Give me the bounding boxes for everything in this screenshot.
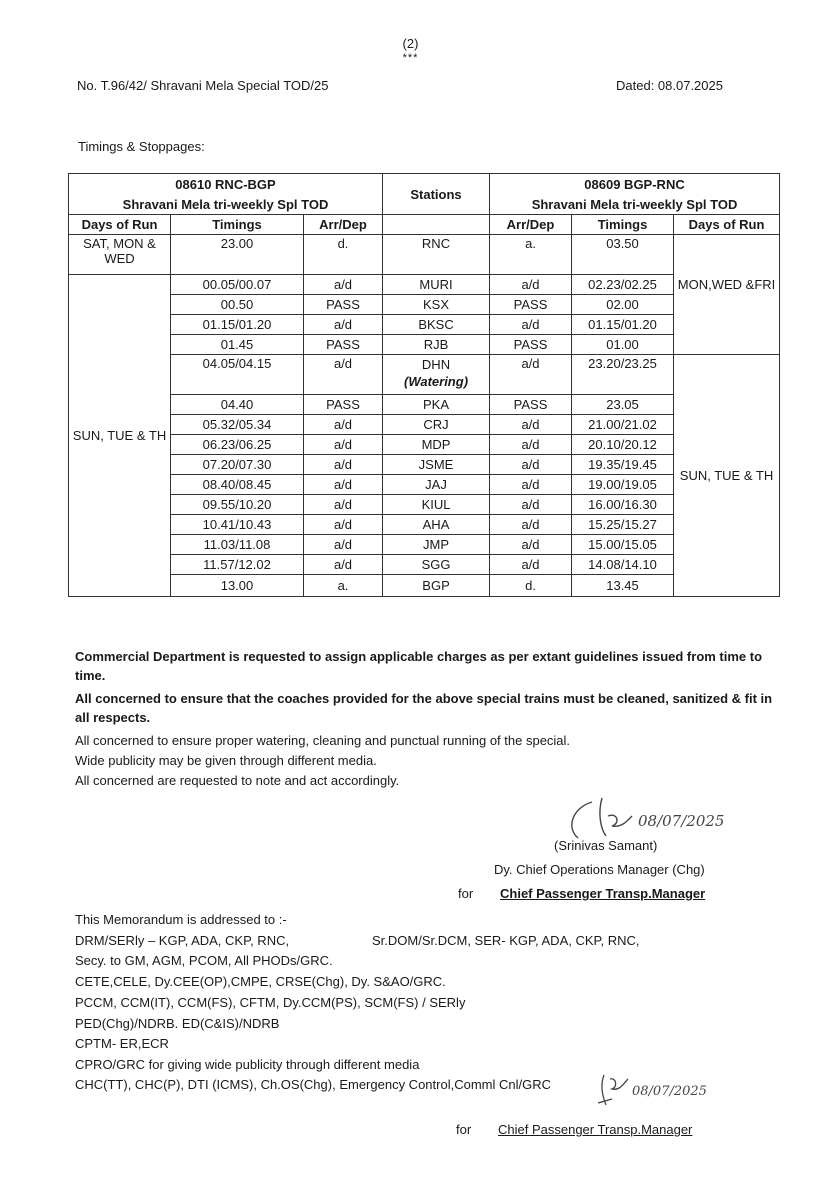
memo-line: Secy. to GM, AGM, PCOM, All PHODs/GRC. <box>75 953 333 968</box>
document-date: Dated: 08.07.2025 <box>616 78 723 93</box>
left-arrdep-cell: a/d <box>304 515 383 535</box>
left-arrdep-cell: d. <box>304 235 383 275</box>
left-arrdep-cell: a/d <box>304 555 383 575</box>
right-timing-cell: 20.10/20.12 <box>572 435 674 455</box>
left-days-sun-tue-th: SUN, TUE & TH <box>69 275 171 597</box>
signatory-name: (Srinivas Samant) <box>554 838 658 853</box>
left-arrdep-cell: PASS <box>304 295 383 315</box>
left-timing-cell: 04.05/04.15 <box>171 355 304 395</box>
left-timing-cell: 13.00 <box>171 575 304 597</box>
timetable <box>68 173 780 597</box>
for-label: for <box>456 1122 472 1137</box>
right-timing-cell: 13.45 <box>572 575 674 597</box>
right-arrdep-cell: a/d <box>490 495 572 515</box>
right-arrdep-cell: PASS <box>490 335 572 355</box>
station-cell: RJB <box>383 335 490 355</box>
left-arrdep-cell: a/d <box>304 435 383 455</box>
station-cell: JMP <box>383 535 490 555</box>
right-timing-cell: 03.50 <box>572 235 674 275</box>
right-days-mon-wed-fri: MON,WED &FRI <box>674 235 780 355</box>
right-arrdep-header: Arr/Dep <box>490 215 572 235</box>
right-arrdep-cell: a/d <box>490 355 572 395</box>
right-arrdep-cell: a/d <box>490 555 572 575</box>
right-arrdep-cell: a/d <box>490 475 572 495</box>
station-cell: RNC <box>383 235 490 275</box>
station-cell: SGG <box>383 555 490 575</box>
station-cell: KSX <box>383 295 490 315</box>
right-arrdep-cell: a/d <box>490 275 572 295</box>
left-train-name: Shravani Mela tri-weekly Spl TOD <box>69 194 383 215</box>
note-commercial: Commercial Department is requested to assign applicable charges as per extant guidelines issued from time to time. <box>75 649 763 683</box>
right-timing-cell: 14.08/14.10 <box>572 555 674 575</box>
left-timing-cell: 04.40 <box>171 395 304 415</box>
left-arrdep-cell: a/d <box>304 535 383 555</box>
left-timing-cell: 11.03/11.08 <box>171 535 304 555</box>
right-timing-cell: 02.23/02.25 <box>572 275 674 295</box>
note-watering: All concerned to ensure proper watering, cleaning and punctual running of the special. <box>75 733 571 748</box>
note-coaches: All concerned to ensure that the coaches provided for the above special trains must be cleaned, sanitized & fit in all respects. <box>75 691 773 725</box>
left-arrdep-cell: a/d <box>304 495 383 515</box>
memo-line: CPTM- ER,ECR <box>75 1036 169 1051</box>
station-cell: MURI <box>383 275 490 295</box>
left-timing-cell: 09.55/10.20 <box>171 495 304 515</box>
right-arrdep-cell: a/d <box>490 435 572 455</box>
left-days-header: Days of Run <box>69 215 171 235</box>
right-timing-cell: 16.00/16.30 <box>572 495 674 515</box>
left-arrdep-cell: a/d <box>304 415 383 435</box>
left-train-number: 08610 RNC-BGP <box>69 174 383 195</box>
signature-date: 08/07/2025 <box>638 812 725 830</box>
right-timing-cell: 01.00 <box>572 335 674 355</box>
right-arrdep-cell: PASS <box>490 295 572 315</box>
right-train-number: 08609 BGP-RNC <box>490 174 780 195</box>
stations-header-blank <box>383 215 490 235</box>
right-timing-cell: 15.25/15.27 <box>572 515 674 535</box>
memo-line: DRM/SERly – KGP, ADA, CKP, RNC, <box>75 933 290 948</box>
memo-line: CPRO/GRC for giving wide publicity through different media <box>75 1057 420 1072</box>
signature-image <box>592 1065 762 1111</box>
station-cell: KIUL <box>383 495 490 515</box>
note-act: All concerned are requested to note and act accordingly. <box>75 773 400 788</box>
station-cell: BKSC <box>383 315 490 335</box>
right-train-name: Shravani Mela tri-weekly Spl TOD <box>490 194 780 215</box>
left-arrdep-cell: a/d <box>304 475 383 495</box>
right-timing-cell: 19.00/19.05 <box>572 475 674 495</box>
station-cell: JSME <box>383 455 490 475</box>
station-cell-dhn <box>383 355 490 395</box>
page-number: (2) <box>402 36 419 51</box>
signature-date: 08/07/2025 <box>632 1084 707 1099</box>
memo-line: CETE,CELE, Dy.CEE(OP),CMPE, CRSE(Chg), Dy. S&AO/GRC. <box>75 974 446 989</box>
right-timing-cell: 21.00/21.02 <box>572 415 674 435</box>
for-label: for <box>458 886 474 901</box>
right-timing-cell: 01.15/01.20 <box>572 315 674 335</box>
right-arrdep-cell: a/d <box>490 455 572 475</box>
left-arrdep-cell: a. <box>304 575 383 597</box>
right-arrdep-cell: a/d <box>490 535 572 555</box>
station-cell: BGP <box>383 575 490 597</box>
station-cell: JAJ <box>383 475 490 495</box>
left-timing-cell: 01.15/01.20 <box>171 315 304 335</box>
left-arrdep-cell: PASS <box>304 335 383 355</box>
left-timing-cell: 07.20/07.30 <box>171 455 304 475</box>
right-arrdep-cell: a/d <box>490 315 572 335</box>
office-title: Chief Passenger Transp.Manager <box>500 886 706 901</box>
station-cell: MDP <box>383 435 490 455</box>
stations-header: Stations <box>383 174 490 215</box>
left-timing-cell: 01.45 <box>171 335 304 355</box>
memo-line: CHC(TT), CHC(P), DTI (ICMS), Ch.OS(Chg), Emergency Control,Comml Cnl/GRC <box>75 1077 551 1092</box>
right-arrdep-cell: a/d <box>490 515 572 535</box>
left-timing-cell: 10.41/10.43 <box>171 515 304 535</box>
memo-heading: This Memorandum is addressed to :- <box>75 912 287 927</box>
left-timing-cell: 06.23/06.25 <box>171 435 304 455</box>
station-cell: CRJ <box>383 415 490 435</box>
right-timing-cell: 15.00/15.05 <box>572 535 674 555</box>
right-arrdep-cell: a. <box>490 235 572 275</box>
signature-image <box>562 794 772 844</box>
station-cell: PKA <box>383 395 490 415</box>
signatory-designation: Dy. Chief Operations Manager (Chg) <box>494 862 705 877</box>
left-arrdep-cell: PASS <box>304 395 383 415</box>
right-days-header: Days of Run <box>674 215 780 235</box>
page-number-dots: *** <box>402 52 419 64</box>
left-arrdep-cell: a/d <box>304 315 383 335</box>
timings-heading: Timings & Stoppages: <box>78 139 205 154</box>
left-timing-cell: 11.57/12.02 <box>171 555 304 575</box>
right-timing-cell: 19.35/19.45 <box>572 455 674 475</box>
watering-note: (Watering) <box>403 374 469 389</box>
memo-line: PCCM, CCM(IT), CCM(FS), CFTM, Dy.CCM(PS), SCM(FS) / SERly <box>75 995 466 1010</box>
left-arrdep-cell: a/d <box>304 455 383 475</box>
note-publicity: Wide publicity may be given through different media. <box>75 753 377 768</box>
left-arrdep-cell: a/d <box>304 275 383 295</box>
station-cell: AHA <box>383 515 490 535</box>
right-days-sun-tue-th: SUN, TUE & TH <box>674 355 780 597</box>
left-arrdep-cell: a/d <box>304 355 383 395</box>
memo-line: PED(Chg)/NDRB. ED(C&IS)/NDRB <box>75 1016 280 1031</box>
left-timing-cell: 08.40/08.45 <box>171 475 304 495</box>
right-timing-cell: 23.05 <box>572 395 674 415</box>
office-title: Chief Passenger Transp.Manager <box>498 1122 693 1137</box>
right-timing-cell: 02.00 <box>572 295 674 315</box>
reference-number: No. T.96/42/ Shravani Mela Special TOD/25 <box>77 78 329 93</box>
left-timings-header: Timings <box>171 215 304 235</box>
right-timings-header: Timings <box>572 215 674 235</box>
memo-line: Sr.DOM/Sr.DCM, SER- KGP, ADA, CKP, RNC, <box>372 933 640 948</box>
right-arrdep-cell: a/d <box>490 415 572 435</box>
right-arrdep-cell: PASS <box>490 395 572 415</box>
left-timing-cell: 00.05/00.07 <box>171 275 304 295</box>
left-days-sat-mon-wed: SAT, MON & WED <box>69 235 171 275</box>
left-arrdep-header: Arr/Dep <box>304 215 383 235</box>
right-timing-cell: 23.20/23.25 <box>572 355 674 395</box>
left-timing-cell: 00.50 <box>171 295 304 315</box>
station-name: DHN <box>421 357 451 372</box>
left-timing-cell: 05.32/05.34 <box>171 415 304 435</box>
right-arrdep-cell: d. <box>490 575 572 597</box>
left-timing-cell: 23.00 <box>171 235 304 275</box>
